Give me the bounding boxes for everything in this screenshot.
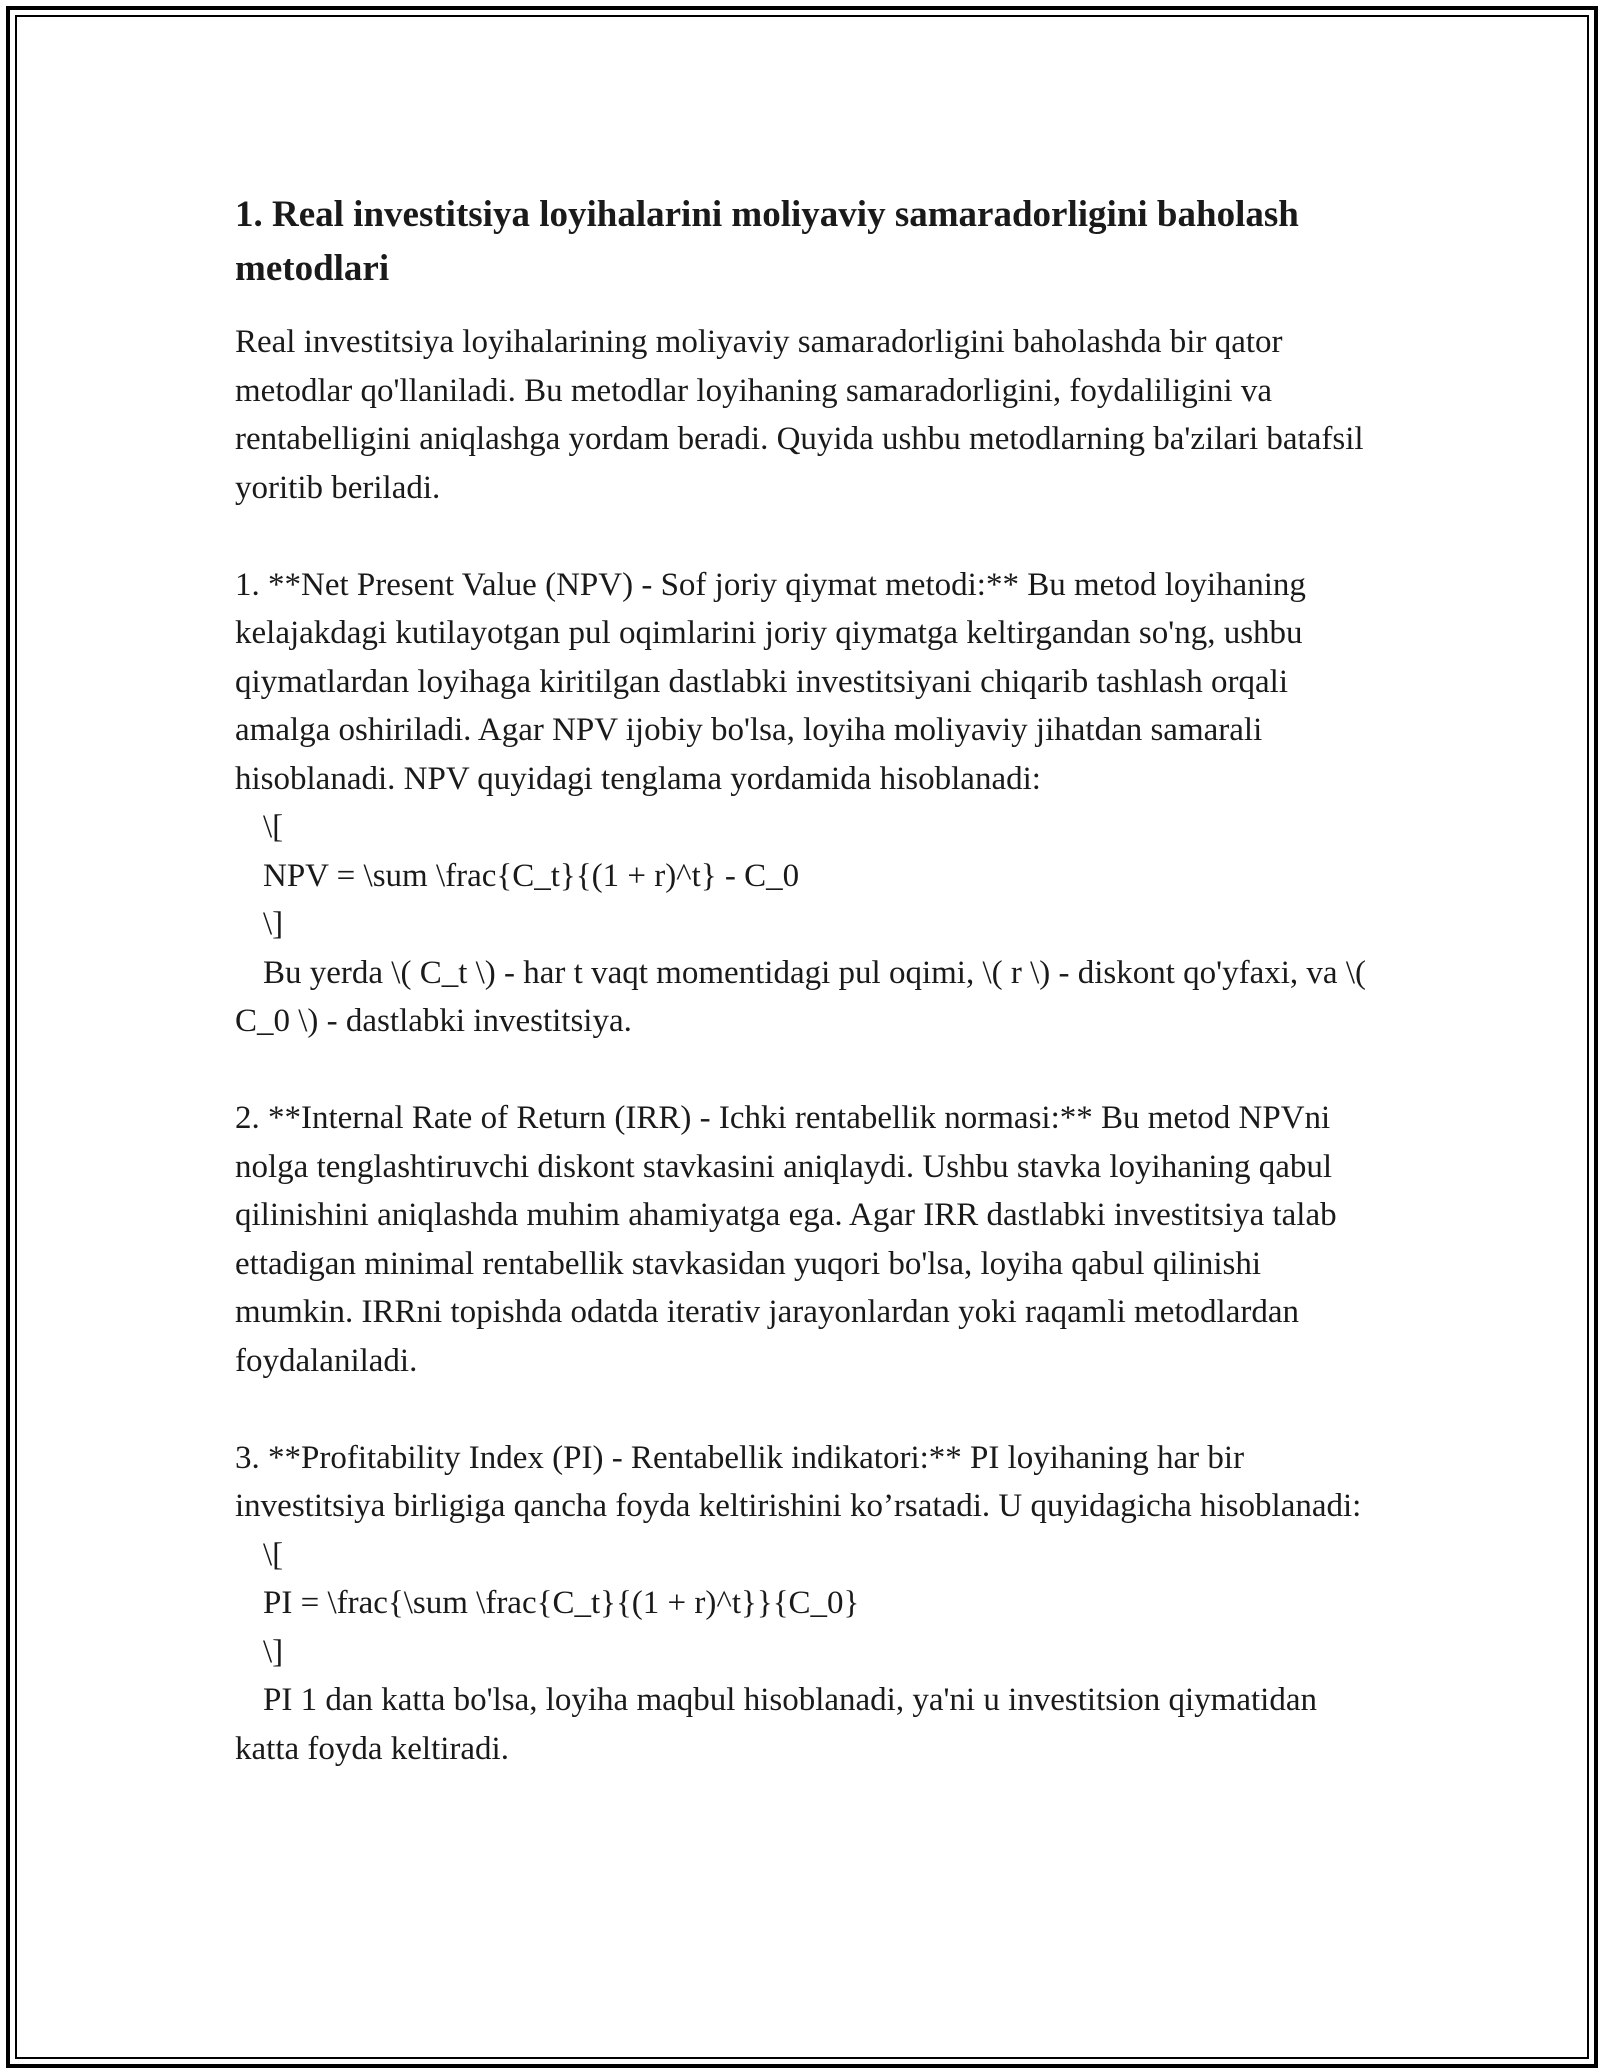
pi-formula: PI = \frac{\sum \frac{C_t}{(1 + r)^t}}{C_0}	[263, 1585, 860, 1621]
pi-formula-open: \[	[263, 1536, 284, 1573]
npv-note: Bu yerda \( C_t \) - har t vaqt momentidagi pul oqimi, \( r \) - diskont qo'yfaxi, va \( C_0 \) - dastlabki investitsiya.	[235, 954, 1366, 1039]
section-pi	[235, 1434, 1375, 1774]
intro-paragraph: Real investitsiya loyihalarining moliyaviy samaradorligini baholashda bir qator metodlar qo'llaniladi. Bu metodlar loyihaning samaradorligini, foydaliligini va rentabelligini aniqlashga yordam beradi. Quyida ushbu metodlarning ba'zilari batafsil yoritib beriladi.	[235, 324, 1364, 506]
pi-formula-close: \]	[263, 1633, 284, 1670]
npv-formula-close: \]	[263, 906, 284, 942]
pi-paragraph: 3. **Profitability Index (PI) - Rentabellik indikatori:** PI loyihaning har bir investitsiya birligiga qancha foyda keltirishini ko’rsatadi. U quyidagicha hisoblanadi:	[235, 1439, 1362, 1524]
npv-paragraph: 1. **Net Present Value (NPV) - Sof joriy qiymat metodi:** Bu metod loyihaning kelajakdagi kutilayotgan pul oqimlarini joriy qiymatga keltirgandan so'ng, ushbu qiymatlardan loyihaga kiritilgan dastlabki investitsiyani chiqarib tashlash orqali amalga oshiriladi. Agar NPV ijobiy bo'lsa, loyiha moliyaviy jihatdan samarali hisoblanadi. NPV quyidagi tenglama yordamida hisoblanadi:	[235, 566, 1306, 797]
section-irr	[235, 1094, 1375, 1385]
document-body	[235, 188, 1375, 1773]
section-npv	[235, 561, 1375, 1046]
npv-formula: NPV = \sum \frac{C_t}{(1 + r)^t} - C_0	[263, 857, 800, 894]
npv-formula-open: \[	[263, 809, 284, 845]
pi-note: PI 1 dan katta bo'lsa, loyiha maqbul hisoblanadi, ya'ni u investitsion qiymatidan katta foyda keltiradi.	[235, 1682, 1317, 1767]
paragraph-spacer	[235, 1385, 1375, 1434]
paragraph-spacer	[235, 512, 1375, 561]
paragraph-spacer	[235, 1046, 1375, 1095]
document-title: 1. Real investitsiya loyihalarini moliyaviy samaradorligini baholash metodlari	[235, 194, 1299, 289]
irr-paragraph: 2. **Internal Rate of Return (IRR) - Ichki rentabellik normasi:** Bu metod NPVni nolga tenglashtiruvchi diskont stavkasini aniqlaydi. Ushbu stavka loyihaning qabul qilinishini aniqlashda muhim ahamiyatga ega. Agar IRR dastlabki investitsiya talab ettadigan minimal rentabellik stavkasidan yuqori bo'lsa, loyiha qabul qilinishi mumkin. IRRni topishda odatda iterativ jarayonlardan yoki raqamli metodlardan foydalaniladi.	[235, 1100, 1337, 1379]
